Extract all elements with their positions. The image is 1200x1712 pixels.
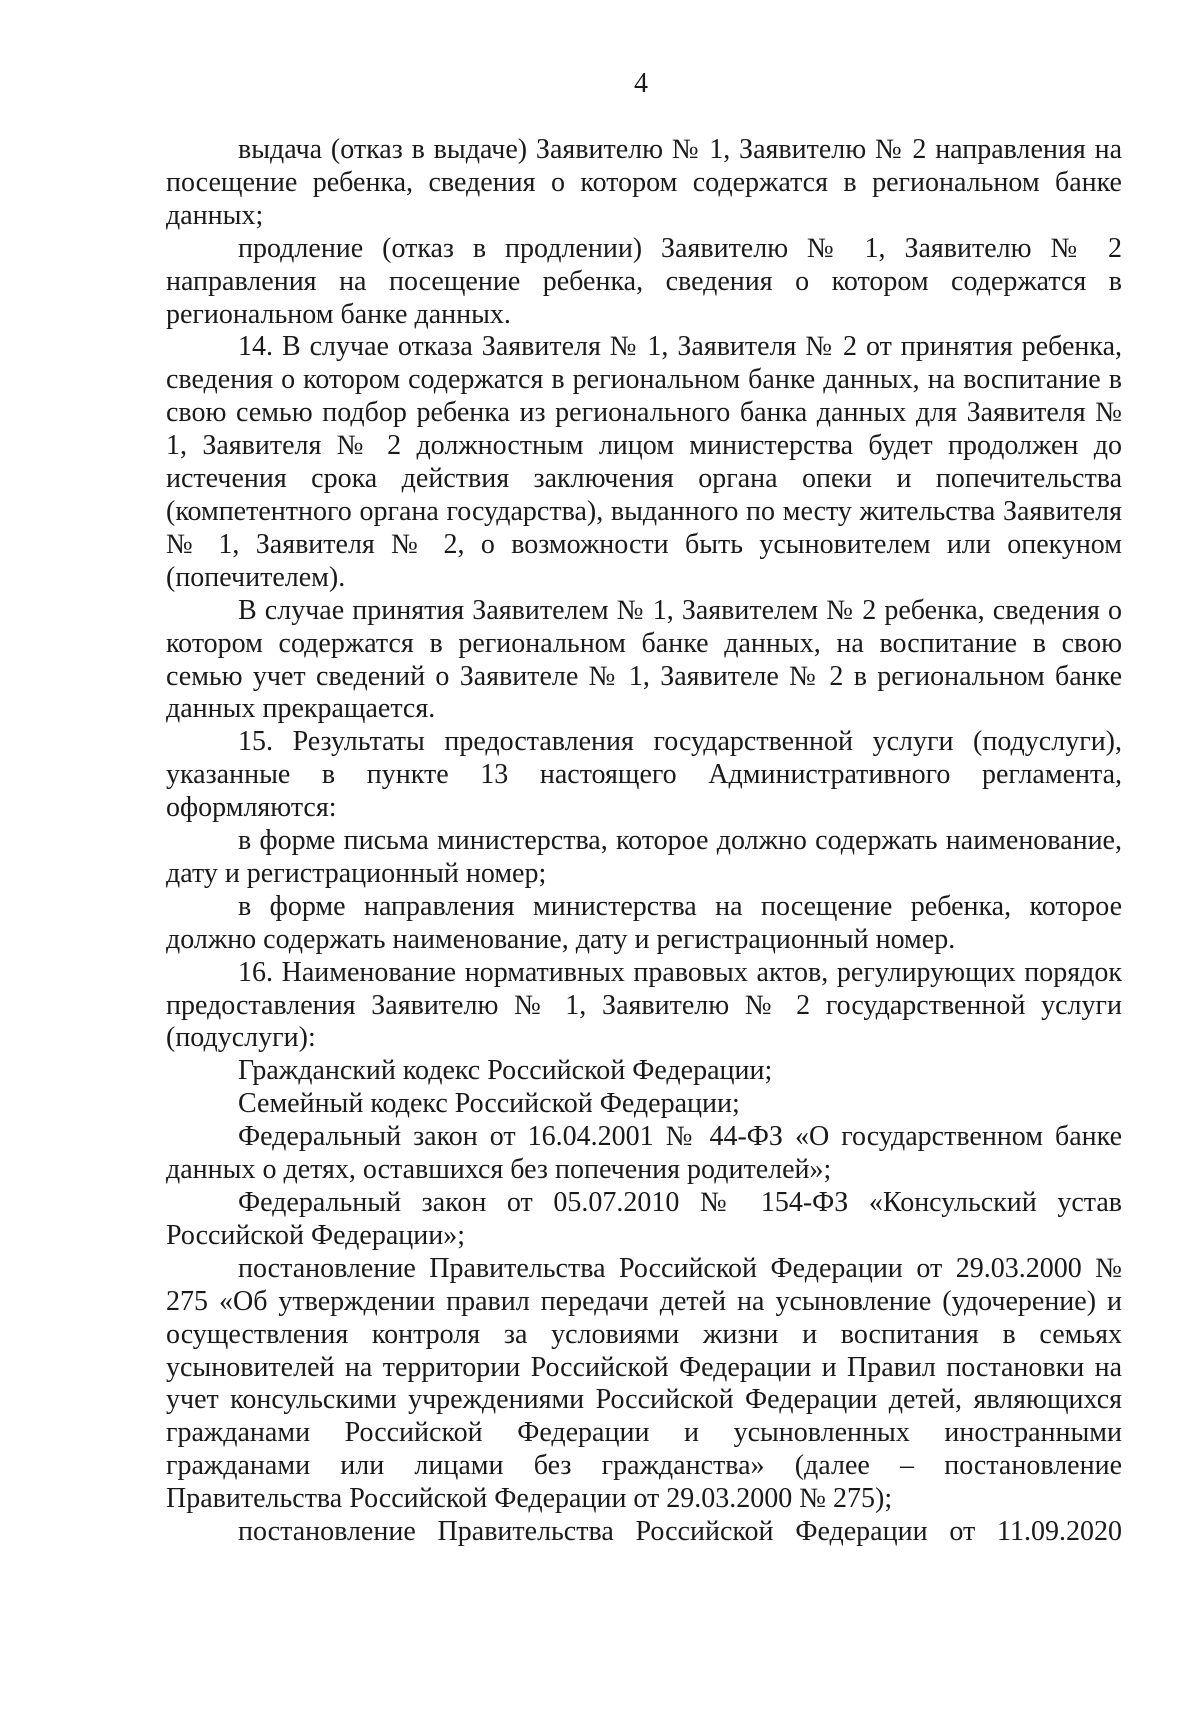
paragraph-family-code: Семейный кодекс Российской Федерации; xyxy=(238,1088,740,1120)
paragraph-item-15: 15. Результаты предоставления государственной услуги (подуслуги), указанные в пункте 13 настоящего Административного регламента, оформляются: xyxy=(166,726,1122,824)
paragraph-federal-law-154: Федеральный закон от 05.07.2010 № 154-ФЗ «Консульский устав Российской Федерации»; xyxy=(166,1187,1122,1251)
paragraph-referral-form: в форме направления министерства на посещение ребенка, которое должно содержать наименование, дату и регистрационный номер. xyxy=(166,890,1122,955)
paragraph-resolution-2020: постановление Правительства Российской Федерации от 11.09.2020 xyxy=(238,1516,1122,1548)
paragraph-item-14: 14. В случае отказа Заявителя № 1, Заявителя № 2 от принятия ребенка, сведения о котором содержатся в региональном банке данных, на воспитание в свою семью подбор ребенка из регионального банка данных для Заявителя № 1, Заявителя № 2 должностным лицом министерства будет продолжен до истечения срока действия заключения органа опеки и попечительства (компетентного органа государства), выданного по месту жительства Заявителя № 1, Заявителя № 2, о возможности быть усыновителем или опекуном (попечителем). xyxy=(166,331,1122,593)
paragraph-letter-form: в форме письма министерства, которое должно содержать наименование, дату и регистрационный номер; xyxy=(166,825,1122,889)
page-number: 4 xyxy=(634,68,648,99)
paragraph-issue-referral: выдача (отказ в выдаче) Заявителю № 1, Заявителю № 2 направления на посещение ребенка, сведения о котором содержатся в региональном банке данных; xyxy=(166,134,1122,231)
paragraph-federal-law-44: Федеральный закон от 16.04.2001 № 44-ФЗ «О государственном банке данных о детях, оставшихся без попечения родителей»; xyxy=(166,1121,1122,1186)
paragraph-resolution-275: постановление Правительства Российской Федерации от 29.03.2000 № 275 «Об утверждении правил передачи детей на усыновление (удочерение) и осуществления контроля за условиями жизни и воспитания в семьях усыновителей на территории Российской Федерации и Правил постановки на учет консульскими учреждениями Российской Федерации детей, являющихся гражданами Российской Федерации и усыновленных иностранными гражданами или лицами без гражданства» (далее – постановление Правительства Российской Федерации от 29.03.2000 № 275); xyxy=(166,1252,1122,1515)
paragraph-acceptance: В случае принятия Заявителем № 1, Заявителем № 2 ребенка, сведения о котором содержатся в региональном банке данных, на воспитание в свою семью учет сведений о Заявителе № 1, Заявителе № 2 в региональном банке данных прекращается. xyxy=(166,594,1122,725)
paragraph-item-16: 16. Наименование нормативных правовых актов, регулирующих порядок предоставления Заявителю № 1, Заявителю № 2 государственной услуги (подуслуги): xyxy=(166,956,1122,1054)
paragraph-civil-code: Гражданский кодекс Российской Федерации; xyxy=(238,1055,773,1087)
paragraph-extend-referral: продление (отказ в продлении) Заявителю № 1, Заявителю № 2 направления на посещение ребенка, сведения о котором содержатся в региональном банке данных. xyxy=(166,232,1122,330)
document-body xyxy=(166,134,1122,1549)
